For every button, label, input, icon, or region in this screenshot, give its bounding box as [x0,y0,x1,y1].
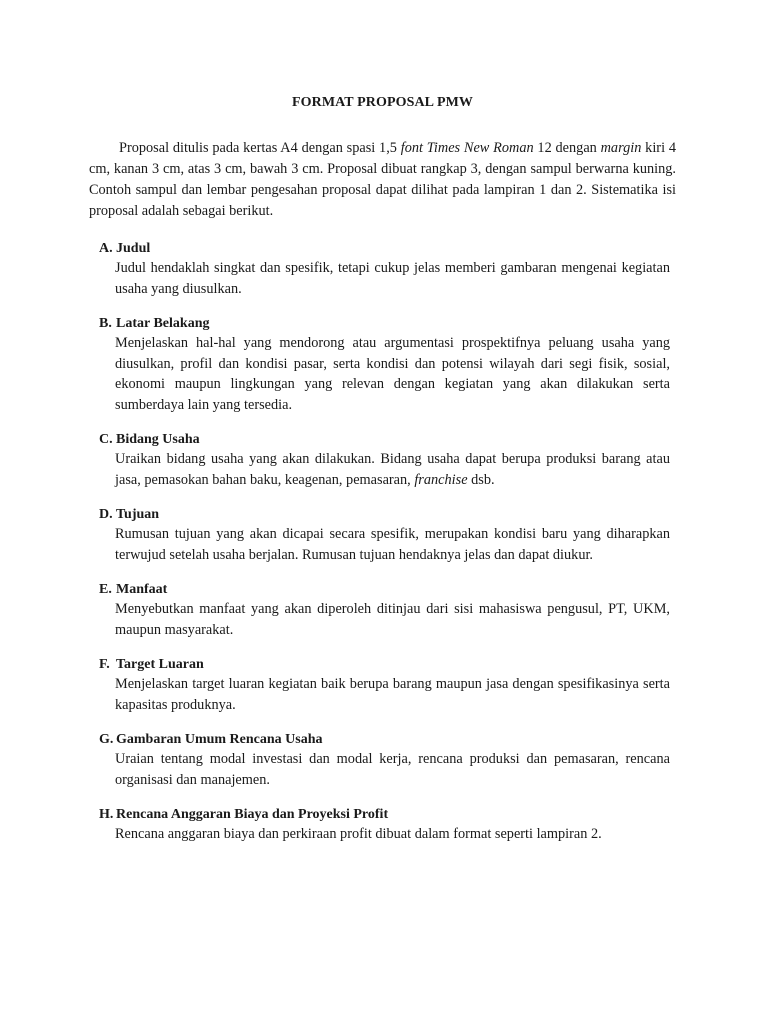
section-body: Judul hendaklah singkat dan spesifik, tetapi cukup jelas memberi gambaran mengenai kegiatan usaha yang diusulkan. [115,260,670,297]
section-heading [89,806,676,824]
section-body: Uraian tentang modal investasi dan modal kerja, rencana produksi dan pemasaran, rencana organisasi dan manajemen. [115,751,670,788]
intro-text-2: 12 dengan [533,140,601,156]
section-body [89,449,670,490]
section-title: Bidang Usaha [116,432,200,447]
section-letter: B. [99,316,112,331]
section-body: Menjelaskan hal-hal yang mendorong atau argumentasi prospektifnya peluang usaha yang diusulkan, profil dan kondisi pasar, serta kondisi dan potensi wilayah dari segi fisik, sosial, ekonomi maupun lingkungan yang relevan dengan kegiatan yang akan dilakukan serta sumberdaya lain yang tersedia. [115,335,670,413]
section-body-text-2: dsb. [467,471,495,488]
section-rencana-anggaran [89,806,676,845]
intro-text-1: Proposal ditulis pada kertas A4 dengan spasi 1,5 [119,140,401,156]
section-body: Menjelaskan target luaran kegiatan baik berupa barang maupun jasa dengan spesifikasinya serta kapasitas produknya. [115,676,670,713]
intro-italic-margin: margin [600,140,642,156]
section-heading [89,431,676,449]
section-body: Rumusan tujuan yang akan dicapai secara spesifik, merupakan kondisi baru yang diharapkan terwujud setelah usaha berjalan. Rumusan tujuan hendaknya jelas dan dapat diukur. [115,526,670,563]
section-heading [89,581,676,599]
section-title: Judul [116,241,151,256]
section-heading [89,656,676,674]
section-letter: D. [99,507,113,522]
intro-paragraph [89,138,676,222]
section-body-text-1: Uraikan bidang usaha yang akan dilakukan. Bidang usaha dapat berupa produksi barang atau jasa, pemasokan bahan baku, keagenan, pemasaran, [115,451,670,488]
section-target-luaran [89,656,676,715]
intro-text-3: kiri 4 cm, kanan 3 cm, atas 3 cm, bawah 3 cm. Proposal dibuat rangkap 3, dengan sampul berwarna kuning. Contoh sampul dan lembar pengesahan proposal dapat dilihat pada lampiran 1 dan 2. Sistematika isi proposal adalah sebagai berikut. [89,140,676,219]
section-title: Target Luaran [116,657,204,672]
section-letter: G. [99,732,114,747]
section-bidang-usaha [89,431,676,490]
section-heading [89,506,676,524]
section-body-italic: franchise [414,471,468,488]
section-manfaat [89,581,676,640]
section-body: Rencana anggaran biaya dan perkiraan profit dibuat dalam format seperti lampiran 2. [115,826,602,842]
intro-italic-font: font Times New Roman [400,140,534,156]
document-title: FORMAT PROPOSAL PMW [291,95,474,110]
section-body: Menyebutkan manfaat yang akan diperoleh ditinjau dari sisi mahasiswa pengusul, PT, UKM, maupun masyarakat. [115,601,670,638]
section-judul [89,240,676,299]
section-title: Manfaat [116,582,168,597]
section-letter: F. [99,657,110,672]
section-title: Tujuan [116,507,160,522]
section-title: Latar Belakang [116,316,210,331]
section-gambaran-umum [89,731,676,790]
section-tujuan [89,506,676,565]
section-heading [89,315,676,333]
section-heading [89,731,676,749]
section-letter: E. [99,582,112,597]
section-letter: H. [99,807,114,822]
section-title: Gambaran Umum Rencana Usaha [116,732,323,747]
section-heading [89,240,676,258]
section-letter: A. [99,241,113,256]
section-letter: C. [99,432,113,447]
section-latar-belakang [89,315,676,415]
section-title: Rencana Anggaran Biaya dan Proyeksi Profit [116,807,389,822]
